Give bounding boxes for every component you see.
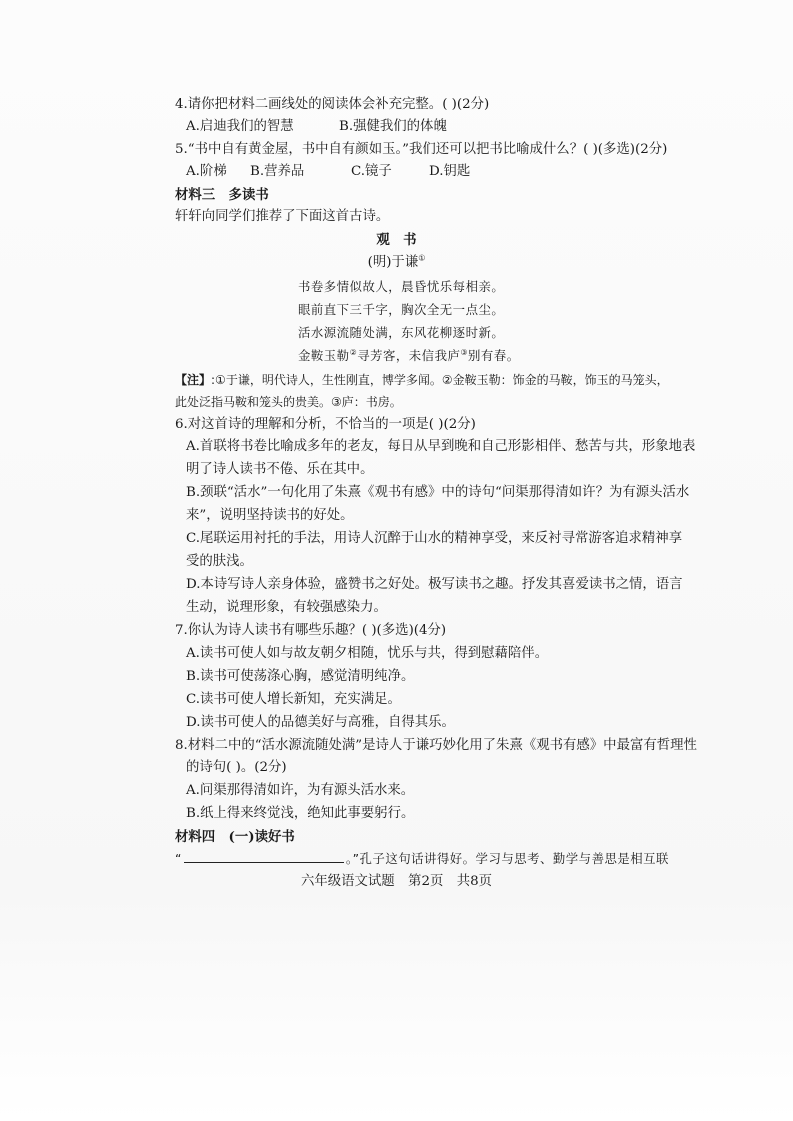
open-quote: “ <box>175 851 182 866</box>
question-6-option-d: D.本诗写诗人亲身体验，盛赞书之好处。极写读书之趣。抒发其喜爱读书之情，语言 <box>186 577 683 592</box>
question-4-stem: 4.请你把材料二画线处的阅读体会补充完整。( )(2分) <box>175 97 490 112</box>
option-b: B.营养品 <box>250 164 305 179</box>
poem-line-4 <box>298 347 520 365</box>
option-a: A.阶梯 <box>186 164 227 179</box>
question-6-option-c: C.尾联运用衬托的手法，用诗人沉醉于山水的精神享受，来反衬寻常游客追求精神享 <box>186 531 683 546</box>
page-footer: 六年级语文试题 第2页 共8页 <box>300 874 493 889</box>
footnote-marker: ① <box>418 253 426 263</box>
question-6-option-d-cont: 生动，说理形象，有较强感染力。 <box>186 600 387 615</box>
question-6-option-b: B.颈联“活水”一句化用了朱熹《观书有感》中的诗句“问渠那得清如许？为有源头活水 <box>186 485 690 500</box>
question-8-stem-cont: 的诗句( )。(2分) <box>186 760 287 775</box>
question-7-option-d: D.读书可使人的品德美好与高雅，自得其乐。 <box>186 715 455 730</box>
poem-line-4-part-3: 别有春。 <box>468 348 520 363</box>
footnote-marker: ② <box>349 347 358 357</box>
material-3-intro: 轩轩向同学们推荐了下面这首古诗。 <box>175 209 390 224</box>
question-8-option-b: B.纸上得来终觉浅，绝知此事要躬行。 <box>186 806 415 821</box>
poem-notes-line-1 <box>175 371 669 389</box>
material-3-heading: 材料三 多读书 <box>175 187 269 203</box>
question-6-option-a-cont: 明了诗人读书不倦、乐在其中。 <box>186 462 374 477</box>
poem-line-1: 书卷多情似故人，晨昏忧乐每相亲。 <box>298 279 505 294</box>
poem-line-2: 眼前直下三千字，胸次全无一点尘。 <box>298 302 505 317</box>
poem-title: 观 书 <box>376 232 417 248</box>
option-a: A.启迪我们的智慧 <box>186 119 294 134</box>
poem-author-name: (明)于谦 <box>367 255 419 270</box>
question-6-option-a: A.首联将书卷比喻成多年的老友，每日从早到晚和自己形影相伴、愁苦与共，形象地表 <box>186 439 696 454</box>
question-5-stem: 5.“书中自有黄金屋，书中自有颜如玉。”我们还可以把书比喻成什么？( )(多选)(2分) <box>175 142 668 157</box>
material-4-heading: 材料四 (一)读好书 <box>175 829 295 845</box>
poem-line-4-part-2: 寻芳客，未信我庐 <box>357 348 461 363</box>
poem-notes-line-2: 此处泛指马鞍和笼头的贵美。③庐：书房。 <box>175 395 402 409</box>
question-6-stem: 6.对这首诗的理解和分析，不恰当的一项是( )(2分) <box>175 417 476 432</box>
fill-in-blank[interactable] <box>184 850 344 863</box>
notes-label: 【注】 <box>175 373 212 387</box>
poem-author <box>0 254 793 272</box>
question-7-option-c: C.读书可使人增长新知，充实满足。 <box>186 692 401 707</box>
poem-line-3: 活水源流随处满，东风花柳逐时新。 <box>298 325 505 340</box>
option-d: D.钥匙 <box>429 164 471 179</box>
footnote-marker: ③ <box>460 347 469 357</box>
question-4-options <box>186 118 447 136</box>
option-c: C.镜子 <box>351 164 392 179</box>
question-5-options <box>186 163 470 181</box>
question-7-stem: 7.你认为诗人读书有哪些乐趣？( )(多选)(4分) <box>175 623 447 638</box>
quote-text: 。”孔子这句话讲得好。学习与思考、勤学与善思是相互联 <box>345 851 669 866</box>
question-8-option-a: A.问渠那得清如许，为有源头活水来。 <box>186 783 415 798</box>
question-6-option-b-cont: 来”，说明坚持读书的好处。 <box>186 508 354 523</box>
poem-line-4-part-1: 金鞍玉勒 <box>298 348 350 363</box>
question-6-option-c-cont: 受的肤浅。 <box>186 554 253 569</box>
notes-text: :①于谦，明代诗人，生性刚直，博学多闻。②金鞍玉勒：饰金的马鞍，饰玉的马笼头， <box>211 373 669 387</box>
question-7-option-b: B.读书可使荡涤心胸，感觉清明纯净。 <box>186 669 415 684</box>
question-7-option-a: A.读书可使人如与故友朝夕相随，忧乐与共，得到慰藉陪伴。 <box>186 646 549 661</box>
material-4-quote-line <box>175 850 669 868</box>
option-b: B.强健我们的体魄 <box>339 119 447 134</box>
question-8-stem: 8.材料二中的“活水源流随处满”是诗人于谦巧妙化用了朱熹《观书有感》中最富有哲理性 <box>175 738 697 753</box>
